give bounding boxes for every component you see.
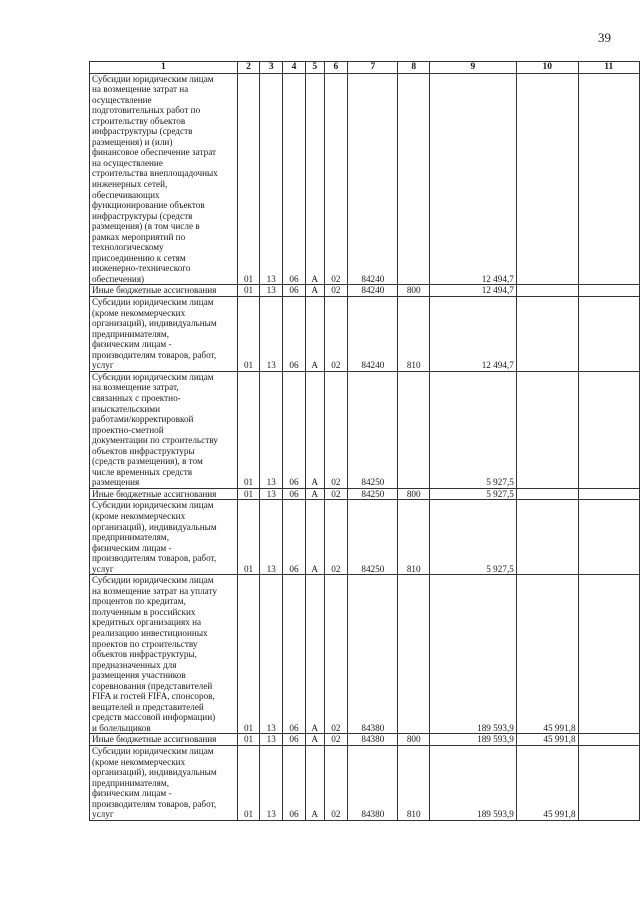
budget-table	[89, 61, 640, 821]
subsection-code-cell: 13	[260, 371, 283, 488]
amount-2-cell	[516, 488, 578, 500]
subsection-code-cell: 13	[260, 734, 283, 746]
subprogram-code-cell: А	[305, 488, 324, 500]
target-code-cell: 84240	[348, 285, 398, 297]
section-code-cell: 01	[237, 575, 260, 734]
amount-cell: 5 927,5	[429, 500, 516, 575]
amount-3-cell	[578, 285, 639, 297]
amount-3-cell	[578, 297, 639, 372]
amount-3-cell	[578, 500, 639, 575]
expense-type-cell: 800	[398, 734, 430, 746]
col-header: 5	[305, 62, 324, 74]
col-header: 4	[283, 62, 306, 74]
activity-code-cell: 02	[324, 734, 348, 746]
amount-cell: 12 494,7	[429, 297, 516, 372]
row-name-cell: Иные бюджетные ассигнования	[90, 488, 238, 500]
expense-type-cell	[398, 575, 430, 734]
subsection-code-cell: 13	[260, 297, 283, 372]
amount-cell: 189 593,9	[429, 746, 516, 821]
subprogram-code-cell: А	[305, 575, 324, 734]
activity-code-cell: 02	[324, 297, 348, 372]
table-row	[90, 734, 640, 746]
amount-2-cell	[516, 500, 578, 575]
amount-2-cell	[516, 285, 578, 297]
subprogram-code-cell: А	[305, 73, 324, 285]
program-code-cell: 06	[283, 285, 306, 297]
row-name-cell: Иные бюджетные ассигнования	[90, 285, 238, 297]
subprogram-code-cell: А	[305, 746, 324, 821]
activity-code-cell: 02	[324, 746, 348, 821]
section-code-cell: 01	[237, 371, 260, 488]
activity-code-cell: 02	[324, 371, 348, 488]
table-row	[90, 297, 640, 372]
amount-cell: 189 593,9	[429, 575, 516, 734]
subprogram-code-cell: А	[305, 734, 324, 746]
subprogram-code-cell: А	[305, 285, 324, 297]
subsection-code-cell: 13	[260, 746, 283, 821]
row-name-cell: Субсидии юридическим лицам на возмещение затрат на осуществление подготовительных работ по строительству объектов инфраструктуры (средств размещения) и (или) финансовое обеспечение затрат на осуществление строительства внеплощадочных инженерных сетей, обеспечивающих функционирование объектов инфраструктуры (средств размещения) (в том числе в рамках мероприятий по технологическому присоединению к сетям инженерно-технического обеспечения)	[90, 73, 238, 285]
row-name-cell: Субсидии юридическим лицам на возмещение затрат на уплату процентов по кредитам, полученным в российских кредитных организациях на реализацию инвестиционных проектов по строительству объектов инфраструктуры, предназначенных для размещения участников соревнования (представителей FIFA и гостей FIFA, спонсоров, вещателей и представителей средств массовой информации) и болельщиков	[90, 575, 238, 734]
table-row	[90, 488, 640, 500]
subprogram-code-cell: А	[305, 297, 324, 372]
col-header: 1	[90, 62, 238, 74]
target-code-cell: 84240	[348, 73, 398, 285]
expense-type-cell: 810	[398, 297, 430, 372]
target-code-cell: 84250	[348, 371, 398, 488]
program-code-cell: 06	[283, 734, 306, 746]
col-header: 7	[348, 62, 398, 74]
page-number: 39	[598, 30, 611, 45]
col-header: 9	[429, 62, 516, 74]
table-row	[90, 371, 640, 488]
col-header: 10	[516, 62, 578, 74]
amount-2-cell	[516, 371, 578, 488]
table-row	[90, 73, 640, 285]
amount-2-cell: 45 991,8	[516, 575, 578, 734]
target-code-cell: 84250	[348, 500, 398, 575]
section-code-cell: 01	[237, 746, 260, 821]
amount-3-cell	[578, 488, 639, 500]
section-code-cell: 01	[237, 500, 260, 575]
row-name-cell: Субсидии юридическим лицам (кроме некоммерческих организаций), индивидуальным предпринимателям, физическим лицам - производителям товаров, работ, услуг	[90, 746, 238, 821]
expense-type-cell	[398, 371, 430, 488]
subsection-code-cell: 13	[260, 488, 283, 500]
activity-code-cell: 02	[324, 73, 348, 285]
target-code-cell: 84380	[348, 575, 398, 734]
subprogram-code-cell: А	[305, 371, 324, 488]
program-code-cell: 06	[283, 746, 306, 821]
amount-cell: 189 593,9	[429, 734, 516, 746]
table-row	[90, 746, 640, 821]
amount-2-cell: 45 991,8	[516, 734, 578, 746]
activity-code-cell: 02	[324, 575, 348, 734]
target-code-cell: 84380	[348, 746, 398, 821]
program-code-cell: 06	[283, 297, 306, 372]
row-name-cell: Иные бюджетные ассигнования	[90, 734, 238, 746]
row-name-cell: Субсидии юридическим лицам (кроме некоммерческих организаций), индивидуальным предпринимателям, физическим лицам - производителям товаров, работ, услуг	[90, 297, 238, 372]
activity-code-cell: 02	[324, 488, 348, 500]
expense-type-cell	[398, 73, 430, 285]
target-code-cell: 84240	[348, 297, 398, 372]
subsection-code-cell: 13	[260, 73, 283, 285]
activity-code-cell: 02	[324, 500, 348, 575]
col-header: 2	[237, 62, 260, 74]
section-code-cell: 01	[237, 297, 260, 372]
expense-type-cell: 800	[398, 488, 430, 500]
subsection-code-cell: 13	[260, 500, 283, 575]
row-name-cell: Субсидии юридическим лицам (кроме некоммерческих организаций), индивидуальным предпринимателям, физическим лицам - производителям товаров, работ, услуг	[90, 500, 238, 575]
col-header: 11	[578, 62, 639, 74]
subsection-code-cell: 13	[260, 285, 283, 297]
row-name-cell: Субсидии юридическим лицам на возмещение затрат, связанных с проектно- изыскательскими работами/корректировкой проектно-сметной документации по строительству объектов инфраструктуры (средств размещения), в том числе временных средств размещения	[90, 371, 238, 488]
program-code-cell: 06	[283, 73, 306, 285]
amount-3-cell	[578, 73, 639, 285]
amount-2-cell: 45 991,8	[516, 746, 578, 821]
amount-3-cell	[578, 575, 639, 734]
amount-2-cell	[516, 297, 578, 372]
subsection-code-cell: 13	[260, 575, 283, 734]
subprogram-code-cell: А	[305, 500, 324, 575]
program-code-cell: 06	[283, 575, 306, 734]
amount-cell: 12 494,7	[429, 73, 516, 285]
amount-cell: 12 494,7	[429, 285, 516, 297]
section-code-cell: 01	[237, 73, 260, 285]
target-code-cell: 84380	[348, 734, 398, 746]
expense-type-cell: 810	[398, 746, 430, 821]
amount-3-cell	[578, 746, 639, 821]
section-code-cell: 01	[237, 285, 260, 297]
program-code-cell: 06	[283, 500, 306, 575]
section-code-cell: 01	[237, 488, 260, 500]
table-row	[90, 285, 640, 297]
section-code-cell: 01	[237, 734, 260, 746]
expense-type-cell: 800	[398, 285, 430, 297]
col-header: 3	[260, 62, 283, 74]
amount-cell: 5 927,5	[429, 371, 516, 488]
program-code-cell: 06	[283, 371, 306, 488]
table-row	[90, 575, 640, 734]
amount-cell: 5 927,5	[429, 488, 516, 500]
amount-3-cell	[578, 371, 639, 488]
target-code-cell: 84250	[348, 488, 398, 500]
table-row	[90, 500, 640, 575]
expense-type-cell: 810	[398, 500, 430, 575]
activity-code-cell: 02	[324, 285, 348, 297]
table-header-row	[90, 62, 640, 74]
program-code-cell: 06	[283, 488, 306, 500]
amount-2-cell	[516, 73, 578, 285]
col-header: 6	[324, 62, 348, 74]
amount-3-cell	[578, 734, 639, 746]
col-header: 8	[398, 62, 430, 74]
